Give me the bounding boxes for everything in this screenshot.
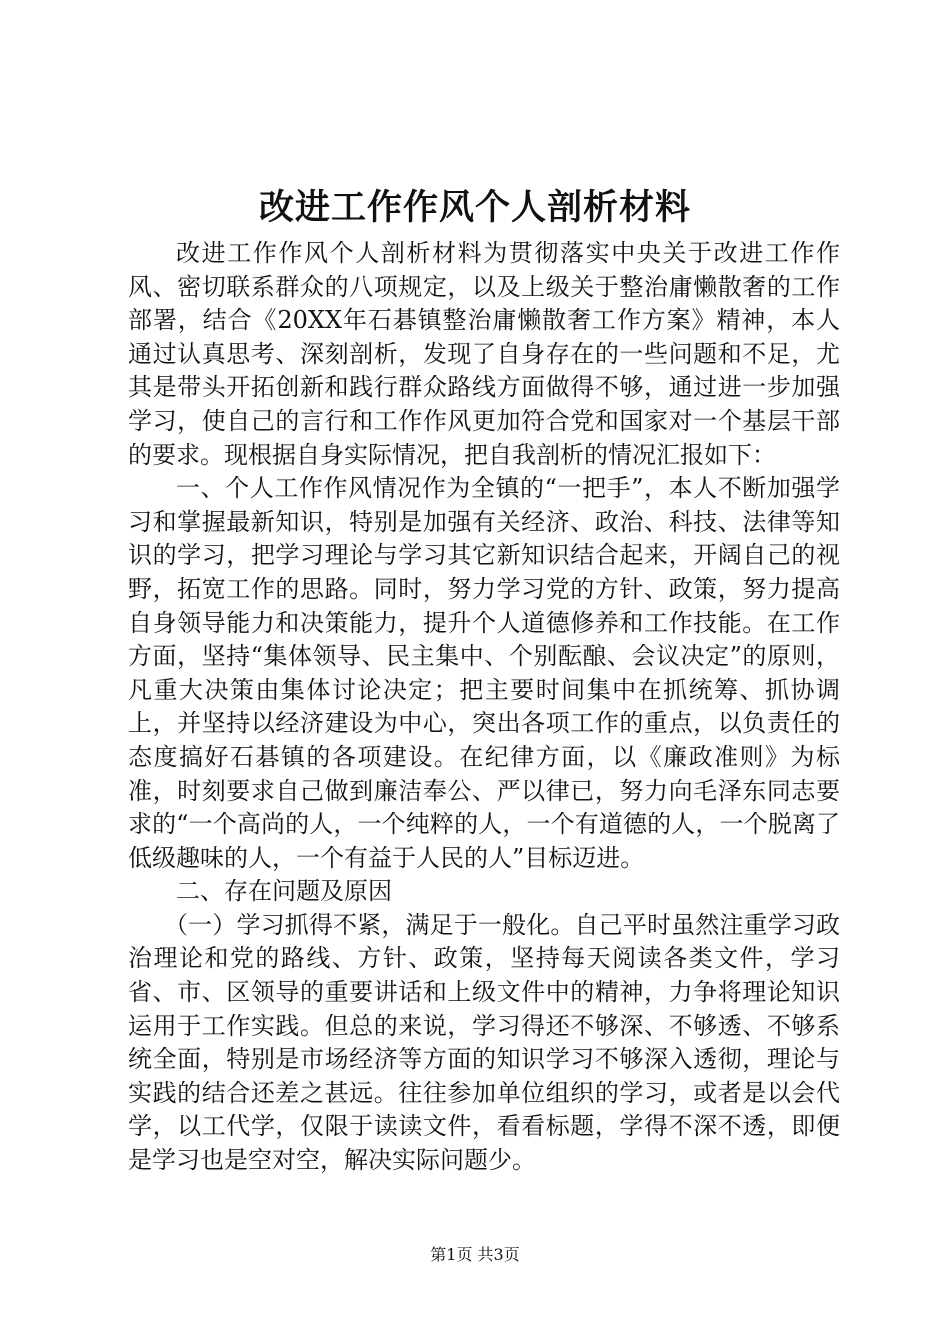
paragraph-section-1: 一、个人工作作风情况作为全镇的“一把手”，本人不断加强学习和掌握最新知识，特别是加强有关经济、政治、科技、法律等知识的学习，把学习理论与学习其它新知识结合起来，开阔自己的视野，拓宽工作的思路。同时，努力学习党的方针、政策，努力提高自身领导能力和决策能力，提升个人道德修养和工作技能。在工作方面，坚持“集体领导、民主集中、个别酝酿、会议决定”的原则，凡重大决策由集体讨论决定；把主要时间集中在抓统筹、抓协调上，并坚持以经济建设为中心，突出各项工作的重点，以负责任的态度搞好石碁镇的各项建设。在纪律方面，以《廉政准则》为标准，时刻要求自己做到廉洁奉公、严以律已，努力向毛泽东同志要求的“一个高尚的人，一个纯粹的人，一个有道德的人，一个脱离了低级趣味的人，一个有益于人民的人”目标迈进。 bbox=[128, 474, 840, 872]
paragraph-intro: 改进工作作风个人剖析材料为贯彻落实中央关于改进工作作风、密切联系群众的八项规定，以及上级关于整治庸懒散奢的工作部署，结合《20XX年石碁镇整治庸懒散奢工作方案》精神，本人通过认真思考、深刻剖析，发现了自身存在的一些问题和不足，尤其是带头开拓创新和践行群众路线方面做得不够，通过进一步加强学习，使自己的言行和工作作风更加符合党和国家对一个基层干部的要求。现根据自身实际情况，把自我剖析的情况汇报如下： bbox=[128, 239, 840, 469]
paragraph-subsection-1: （一）学习抓得不紧，满足于一般化。自己平时虽然注重学习政治理论和党的路线、方针、政策，坚持每天阅读各类文件，学习省、市、区领导的重要讲话和上级文件中的精神，力争将理论知识运用于工作实践。但总的来说，学习得还不够深、不够透、不够系统全面，特别是市场经济等方面的知识学习不够深入透彻，理论与实践的结合还差之甚远。往往参加单位组织的学习，或者是以会代学，以工代学，仅限于读读文件，看看标题，学得不深不透，即便是学习也是空对空，解决实际问题少。 bbox=[128, 910, 840, 1175]
section-heading-2: 二、存在问题及原因 bbox=[176, 877, 392, 906]
document-body bbox=[128, 237, 840, 1178]
document-title: 改进工作作风个人剖析材料 bbox=[258, 187, 691, 228]
page-footer: 第1页 共3页 bbox=[430, 1245, 520, 1264]
